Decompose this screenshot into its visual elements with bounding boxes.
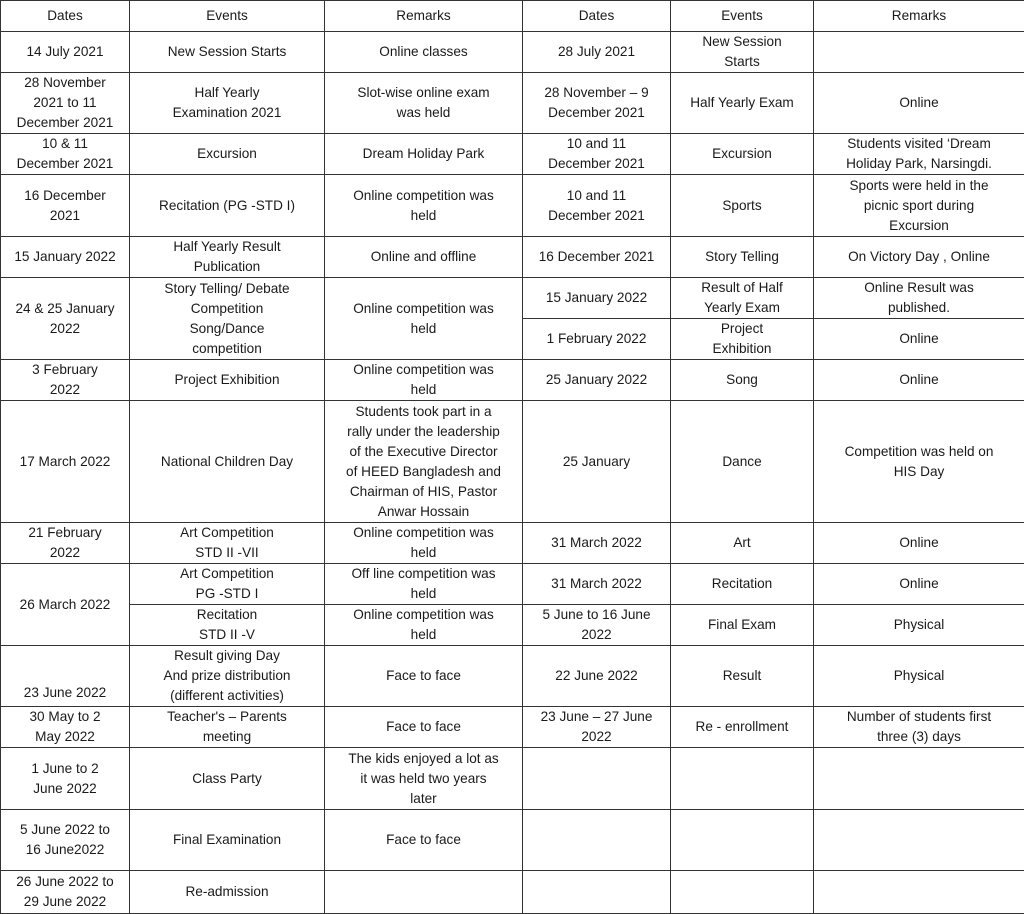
right-remarks-cell: Online Result was published. — [814, 278, 1024, 319]
right-remarks-cell: Online — [814, 73, 1024, 134]
header-remarks-right: Remarks — [814, 1, 1024, 32]
left-remarks-cell: Online classes — [325, 32, 523, 73]
left-remarks-cell: Off line competition was held — [325, 564, 523, 605]
right-event-cell: Final Exam — [671, 605, 814, 646]
left-date-cell: 14 July 2021 — [1, 32, 130, 73]
right-date-cell: 31 March 2022 — [523, 523, 671, 564]
right-date-cell: 25 January 2022 — [523, 360, 671, 401]
right-remarks-cell — [814, 871, 1024, 914]
table-row — [1, 237, 1024, 278]
table-row — [1, 871, 1024, 914]
left-remarks-cell — [325, 871, 523, 914]
left-date-cell: 30 May to 2 May 2022 — [1, 707, 130, 748]
left-event-cell: New Session Starts — [130, 32, 325, 73]
header-row — [1, 1, 1024, 32]
right-remarks-cell — [814, 810, 1024, 871]
right-date-cell: 22 June 2022 — [523, 646, 671, 707]
left-event-cell: Half Yearly Examination 2021 — [130, 73, 325, 134]
table-row — [1, 360, 1024, 401]
left-remarks-cell: Online competition was held — [325, 175, 523, 237]
right-event-cell: Project Exhibition — [671, 319, 814, 360]
left-date-cell: 21 February 2022 — [1, 523, 130, 564]
table-row — [1, 707, 1024, 748]
right-remarks-cell: Competition was held on HIS Day — [814, 401, 1024, 523]
right-event-cell: Re - enrollment — [671, 707, 814, 748]
left-date-cell: 28 November 2021 to 11 December 2021 — [1, 73, 130, 134]
right-date-cell: 28 July 2021 — [523, 32, 671, 73]
right-remarks-cell: Online — [814, 564, 1024, 605]
right-remarks-cell: Online — [814, 523, 1024, 564]
right-remarks-cell: Sports were held in the picnic sport during Excursion — [814, 175, 1024, 237]
table-row — [1, 175, 1024, 237]
left-remarks-cell: Dream Holiday Park — [325, 134, 523, 175]
right-event-cell: Song — [671, 360, 814, 401]
right-date-cell — [523, 871, 671, 914]
left-event-cell: Recitation (PG -STD I) — [130, 175, 325, 237]
left-remarks-cell: Online competition was held — [325, 523, 523, 564]
table-row — [1, 278, 1024, 319]
right-remarks-cell — [814, 32, 1024, 73]
left-event-cell: Art Competition STD II -VII — [130, 523, 325, 564]
left-event-cell: Project Exhibition — [130, 360, 325, 401]
right-event-cell: Story Telling — [671, 237, 814, 278]
left-date-cell: 3 February 2022 — [1, 360, 130, 401]
left-date-cell: 1 June to 2 June 2022 — [1, 748, 130, 810]
left-event-cell: Result giving Day And prize distribution (different activities) — [130, 646, 325, 707]
right-event-cell: Recitation — [671, 564, 814, 605]
right-date-cell: 10 and 11 December 2021 — [523, 175, 671, 237]
right-date-cell: 28 November – 9 December 2021 — [523, 73, 671, 134]
right-date-cell: 25 January — [523, 401, 671, 523]
right-date-cell — [523, 748, 671, 810]
left-date-cell: 26 June 2022 to 29 June 2022 — [1, 871, 130, 914]
right-event-cell: Half Yearly Exam — [671, 73, 814, 134]
left-event-cell: Art Competition PG -STD I — [130, 564, 325, 605]
right-date-cell: 5 June to 16 June 2022 — [523, 605, 671, 646]
left-date-cell: 5 June 2022 to 16 June2022 — [1, 810, 130, 871]
left-remarks-cell: Online competition was held — [325, 605, 523, 646]
right-date-cell: 16 December 2021 — [523, 237, 671, 278]
left-date-cell: 26 March 2022 — [1, 564, 130, 646]
right-event-cell: Sports — [671, 175, 814, 237]
table-row — [1, 646, 1024, 707]
left-remarks-cell: The kids enjoyed a lot as it was held two years later — [325, 748, 523, 810]
table-row — [1, 32, 1024, 73]
right-remarks-cell: Physical — [814, 646, 1024, 707]
left-event-cell: Final Examination — [130, 810, 325, 871]
left-event-cell: Class Party — [130, 748, 325, 810]
left-remarks-cell: Online and offline — [325, 237, 523, 278]
table-row — [1, 401, 1024, 523]
table-row — [1, 523, 1024, 564]
left-event-cell: Excursion — [130, 134, 325, 175]
right-date-cell: 23 June – 27 June 2022 — [523, 707, 671, 748]
right-remarks-cell: Number of students first three (3) days — [814, 707, 1024, 748]
right-event-cell: Result of Half Yearly Exam — [671, 278, 814, 319]
left-remarks-cell: Slot-wise online exam was held — [325, 73, 523, 134]
header-events-left: Events — [130, 1, 325, 32]
right-event-cell — [671, 871, 814, 914]
header-dates-left: Dates — [1, 1, 130, 32]
left-remarks-cell: Students took part in a rally under the leadership of the Executive Director of HEED Bangladesh and Chairman of HIS, Pastor Anwar Hossain — [325, 401, 523, 523]
right-date-cell: 1 February 2022 — [523, 319, 671, 360]
right-remarks-cell: On Victory Day , Online — [814, 237, 1024, 278]
left-date-cell: 15 January 2022 — [1, 237, 130, 278]
left-remarks-cell: Online competition was held — [325, 278, 523, 360]
table-row — [1, 810, 1024, 871]
table-row — [1, 605, 1024, 646]
left-event-cell: Half Yearly Result Publication — [130, 237, 325, 278]
right-date-cell — [523, 810, 671, 871]
table-row — [1, 748, 1024, 810]
left-event-cell: Teacher's – Parents meeting — [130, 707, 325, 748]
right-date-cell: 15 January 2022 — [523, 278, 671, 319]
right-event-cell: Dance — [671, 401, 814, 523]
right-remarks-cell: Online — [814, 319, 1024, 360]
right-event-cell: Art — [671, 523, 814, 564]
table-row — [1, 134, 1024, 175]
right-remarks-cell: Students visited ‘Dream Holiday Park, Narsingdi. — [814, 134, 1024, 175]
table-row — [1, 564, 1024, 605]
right-remarks-cell — [814, 748, 1024, 810]
left-remarks-cell: Face to face — [325, 810, 523, 871]
left-date-cell: 16 December 2021 — [1, 175, 130, 237]
left-remarks-cell: Face to face — [325, 707, 523, 748]
right-date-cell: 10 and 11 December 2021 — [523, 134, 671, 175]
left-date-cell: 24 & 25 January 2022 — [1, 278, 130, 360]
right-remarks-cell: Online — [814, 360, 1024, 401]
right-event-cell: Excursion — [671, 134, 814, 175]
right-event-cell — [671, 748, 814, 810]
header-dates-right: Dates — [523, 1, 671, 32]
header-remarks-left: Remarks — [325, 1, 523, 32]
left-remarks-cell: Face to face — [325, 646, 523, 707]
left-remarks-cell: Online competition was held — [325, 360, 523, 401]
left-date-cell: 17 March 2022 — [1, 401, 130, 523]
right-event-cell: New Session Starts — [671, 32, 814, 73]
right-event-cell — [671, 810, 814, 871]
left-date-cell: 23 June 2022 — [1, 646, 130, 707]
table-row — [1, 73, 1024, 134]
left-date-cell: 10 & 11 December 2021 — [1, 134, 130, 175]
left-event-cell: Recitation STD II -V — [130, 605, 325, 646]
right-date-cell: 31 March 2022 — [523, 564, 671, 605]
left-event-cell: National Children Day — [130, 401, 325, 523]
right-event-cell: Result — [671, 646, 814, 707]
left-event-cell: Story Telling/ Debate Competition Song/Dance competition — [130, 278, 325, 360]
right-remarks-cell: Physical — [814, 605, 1024, 646]
left-event-cell: Re-admission — [130, 871, 325, 914]
header-events-right: Events — [671, 1, 814, 32]
